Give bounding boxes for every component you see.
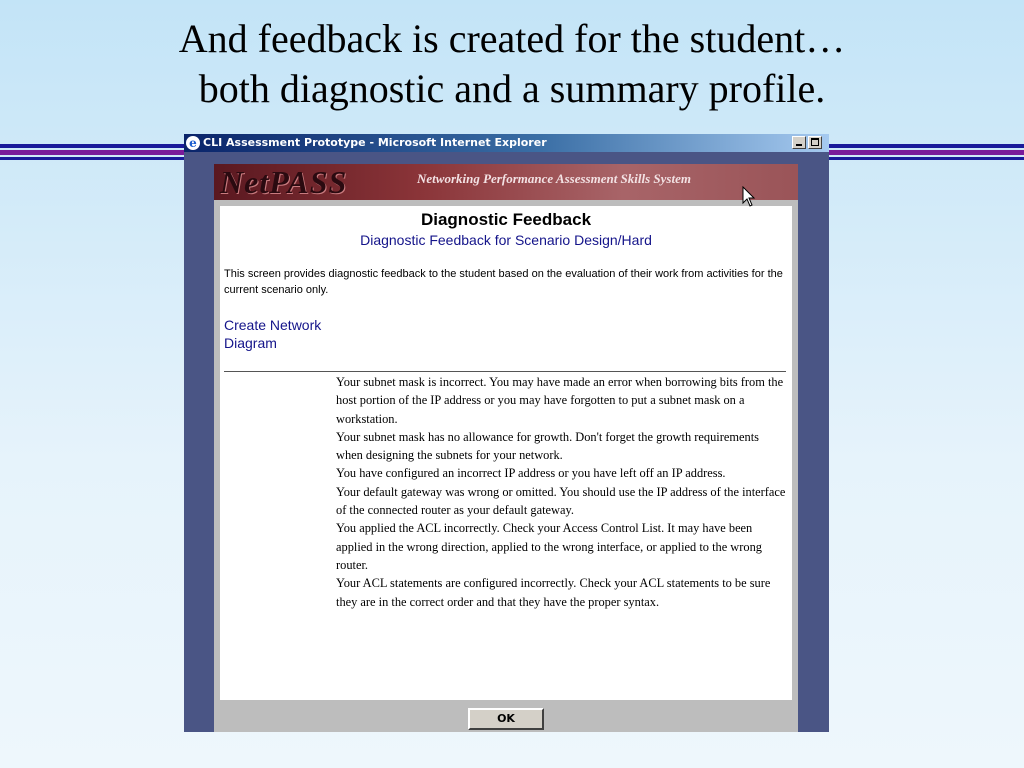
content-frame [214,200,798,732]
feedback-item: You have configured an incorrect IP address or you have left off an IP address. [336,466,726,481]
netpass-banner [214,164,798,200]
feedback-heading: Diagnostic Feedback [420,210,592,229]
slide-title-line-2: both diagnostic and a summary profile. [198,66,826,111]
ie-logo-icon: e [186,136,200,150]
feedback-list [336,373,788,611]
feedback-item: Your subnet mask has no allowance for growth. Don't forget the growth requirements when designing the subnets for your network. [336,429,759,463]
feedback-subheading: Diagnostic Feedback for Scenario Design/Hard [360,232,652,248]
maximize-icon [811,138,819,146]
feedback-item: Your default gateway was wrong or omitted. You should use the IP address of the interface of the connected router as your default gateway. [336,484,786,518]
feedback-item: You applied the ACL incorrectly. Check your Access Control List. It may have been applied in the wrong direction, applied to the wrong interface, or applied to the wrong router. [336,521,762,572]
diagnostic-feedback-panel [220,206,792,700]
slide-title [0,14,1024,114]
browser-window [184,134,829,732]
maximize-button[interactable] [808,136,822,149]
feedback-item: Your ACL statements are configured incorrectly. Check your ACL statements to be sure they are in the correct order and that they have the proper syntax. [336,576,771,609]
ok-button[interactable]: OK [468,708,544,730]
window-title: CLI Assessment Prototype - Microsoft Internet Explorer [203,136,547,149]
section-heading-create-network-diagram: Create Network Diagram [224,317,322,351]
slide-title-line-1: And feedback is created for the student… [178,16,846,61]
section-divider [224,371,786,372]
feedback-intro-text: This screen provides diagnostic feedback to the student based on the evaluation of their work from activities for the current scenario only. [224,268,783,296]
mouse-cursor-icon [742,186,756,208]
netpass-tagline: Networking Performance Assessment Skills System [417,171,691,186]
minimize-icon [796,144,802,146]
window-titlebar[interactable] [184,134,829,152]
feedback-item: Your subnet mask is incorrect. You may have made an error when borrowing bits from the host portion of the IP address or you may have forgotten to put a subnet mask on a workstation. [336,375,784,426]
netpass-logo: NetPASS [220,164,348,200]
minimize-button[interactable] [792,136,806,149]
